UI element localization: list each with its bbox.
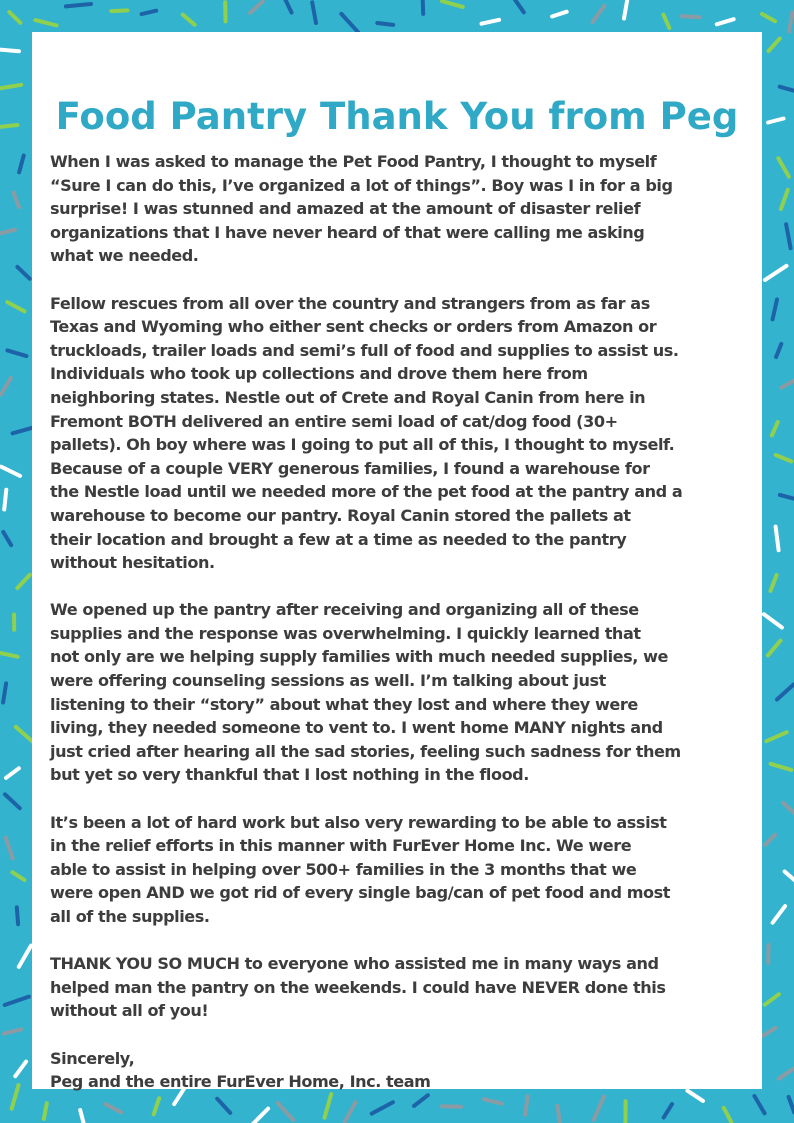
confetti-dash — [4, 490, 6, 510]
confetti-dash — [44, 1103, 47, 1119]
letter-body — [50, 150, 755, 1117]
confetti-dash — [663, 15, 669, 28]
confetti-dash — [515, 0, 524, 12]
confetti-dash — [780, 495, 794, 500]
confetti-dash — [785, 872, 794, 881]
confetti-dash — [111, 10, 127, 11]
confetti-dash — [776, 527, 779, 551]
confetti-dash — [762, 14, 775, 21]
confetti-dash — [0, 49, 19, 51]
confetti-dash — [754, 1096, 764, 1113]
confetti-dash — [6, 768, 19, 778]
confetti-dash — [19, 156, 24, 173]
confetti-dash — [13, 428, 33, 434]
confetti-dash — [776, 344, 781, 357]
confetti-dash — [765, 266, 787, 280]
confetti-dash — [773, 906, 786, 923]
confetti-dash — [284, 0, 292, 13]
paragraph-thanks: THANK YOU SO MUCH to everyone who assisted me in many ways and helped man the pantry on the weekends. I could have NEVER done this without all of you! — [50, 954, 666, 1021]
confetti-dash — [17, 907, 18, 924]
confetti-dash — [183, 15, 195, 25]
confetti-dash — [15, 1062, 26, 1077]
confetti-dash — [778, 158, 789, 177]
page-title: Food Pantry Thank You from Peg — [55, 95, 739, 138]
confetti-dash — [717, 19, 734, 24]
paragraph-intro: When I was asked to manage the Pet Food Pantry, I thought to myself “Sure I can do this, I’ve organized a lot of things”. Boy was I in for a big surprise! I was stunned and amazed at the amount of disaster relief organizations that I have never heard of that were calling me asking what we needed. — [50, 152, 673, 266]
confetti-dash — [779, 1069, 794, 1079]
confetti-dash — [765, 994, 779, 1005]
confetti-dash — [66, 4, 91, 6]
confetti-dash — [4, 1029, 21, 1033]
confetti-dash — [768, 119, 783, 123]
confetti-dash — [624, 0, 628, 18]
confetti-dash — [7, 302, 24, 311]
confetti-dash — [771, 575, 777, 591]
confetti-dash — [789, 12, 792, 31]
confetti-dash — [12, 1085, 19, 1109]
confetti-dash — [5, 794, 20, 808]
confetti-dash — [6, 838, 13, 858]
confetti-dash — [12, 872, 24, 880]
confetti-dash — [14, 193, 19, 208]
confetti-dash — [682, 16, 700, 17]
confetti-dash — [773, 300, 777, 320]
confetti-dash — [1, 378, 11, 395]
confetti-dash — [423, 0, 424, 14]
confetti-dash — [772, 422, 778, 436]
confetti-dash — [780, 87, 794, 92]
confetti-dash — [0, 230, 15, 235]
confetti-dash — [3, 532, 11, 545]
confetti-dash — [769, 39, 780, 52]
confetti-dash — [0, 85, 21, 89]
confetti-dash — [552, 12, 567, 17]
paragraph-pantry-opening: We opened up the pantry after receiving and organizing all of these supplies and the response was overwhelming. I quickly learned that not only are we helping supply families with much needed supplies, we were offering counseling sessions as well. I’m talking about just listening to their “story” about what they lost and where they were living, they needed someone to vent to. I went home MANY nights and just cried after hearing all the sad stories, feeling such sadness for them but yet so very thankful that I lost nothing in the flood. — [50, 600, 681, 785]
confetti-dash — [142, 11, 157, 14]
confetti-dash — [341, 14, 358, 32]
confetti-dash — [5, 997, 29, 1005]
confetti-dash — [786, 224, 791, 248]
confetti-dash — [781, 381, 793, 388]
confetti-dash — [377, 23, 393, 25]
confetti-dash — [771, 764, 792, 770]
confetti-dash — [9, 12, 20, 23]
confetti-dash — [19, 946, 31, 967]
confetti-dash — [777, 685, 794, 700]
paragraph-donations: Fellow rescues from all over the country and strangers from as far as Texas and Wyoming who either sent checks or orders from Amazon or truckloads, trailer loads and semi’s full of food and supplies to assist us. Individuals who took up collections and drove them here from neighboring states. Nestle out of Crete and Royal Canin from here in Fremont BOTH delivered an entire semi load of cat/dog food (30+ pallets). Oh boy where was I going to put all of this, I thought to myself. Because of a couple VERY generous families, I found a warehouse for the Nestle load until we needed more of the pet food at the pantry and a warehouse to become our pantry. Royal Canin stored the pallets at their location and brought a few at a time as needed to the pantry without hesitation. — [50, 293, 683, 573]
paragraph-results: It’s been a lot of hard work but also very rewarding to be able to assist in the relief efforts in this manner with FurEver Home Inc. We were able to assist in helping over 500+ families in the 3 months that we were open AND we got rid of every single bag/can of pet food and most all of the supplies. — [50, 812, 670, 926]
confetti-dash — [593, 6, 605, 22]
confetti-dash — [776, 455, 792, 461]
confetti-dash — [17, 575, 30, 588]
confetti-dash — [765, 835, 775, 845]
confetti-dash — [3, 683, 6, 702]
confetti-dash — [35, 20, 56, 25]
confetti-dash — [1, 467, 20, 476]
confetti-dash — [7, 350, 26, 356]
signature-block: Sincerely, Peg and the entire FurEver Home, Inc. team — [50, 1048, 431, 1092]
confetti-dash — [0, 652, 18, 657]
confetti-dash — [760, 1028, 775, 1037]
confetti-dash — [783, 803, 794, 815]
confetti-dash — [17, 267, 29, 279]
confetti-dash — [312, 2, 316, 23]
confetti-dash — [781, 190, 788, 209]
confetti-dash — [0, 125, 17, 127]
confetti-dash — [768, 641, 781, 656]
confetti-dash — [789, 1097, 794, 1113]
confetti-dash — [482, 20, 500, 24]
confetti-dash — [250, 1, 263, 13]
confetti-dash — [764, 614, 782, 627]
confetti-dash — [442, 1, 463, 7]
confetti-dash — [766, 732, 786, 741]
